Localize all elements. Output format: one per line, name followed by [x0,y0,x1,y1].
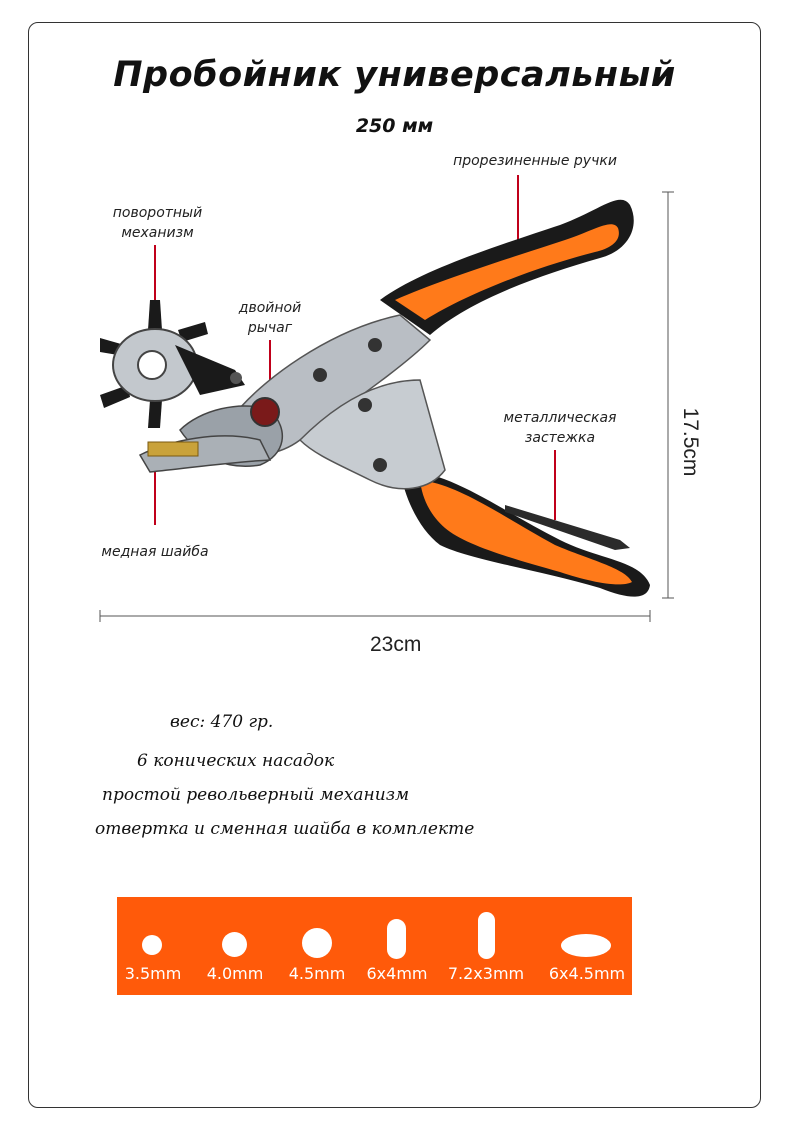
hole-size-label: 6x4.5mm [548,964,626,983]
hole-shape-7-2x3 [478,912,495,959]
width-dimension-label: 23cm [370,633,422,656]
hole-sizes-panel [117,897,632,995]
height-dimension-label: 17.5cm [679,407,702,477]
callout-handles: прорезиненные ручки [453,153,617,169]
callout-clasp-line1: металлическая [503,410,617,426]
page-title: Пробойник универсальный [113,55,676,95]
feature-tips: 6 конических насадок [137,751,335,771]
callout-lever-line1: двойной [238,300,302,316]
hole-shape-6x4 [387,919,406,959]
callout-rotary-line1: поворотный [112,205,203,221]
hole-size-label: 3.5mm [124,964,182,983]
hole-size-label: 4.0mm [206,964,264,983]
brass-washer [148,442,198,456]
pivot-bolt [251,398,279,426]
callout-lever-line2: рычаг [247,320,293,336]
hole-shape-6x4-5 [561,934,611,957]
callout-rotary-line2: механизм [121,225,194,241]
hole-shape-3-5 [142,935,162,955]
callout-clasp-line2: застежка [524,430,596,446]
page-subtitle: 250 мм [355,115,434,137]
feature-revolver: простой револьверный механизм [102,785,410,805]
hole-shape-4-5 [302,928,332,958]
hole-size-label: 4.5mm [288,964,346,983]
feature-weight: вес: 470 гр. [170,712,274,732]
hole-size-label: 7.2x3mm [447,964,525,983]
hole-shape-4-0 [222,932,247,957]
callout-washer: медная шайба [101,544,209,560]
hole-size-label: 6x4mm [366,964,428,983]
feature-kit: отвертка и сменная шайба в комплекте [95,819,475,839]
